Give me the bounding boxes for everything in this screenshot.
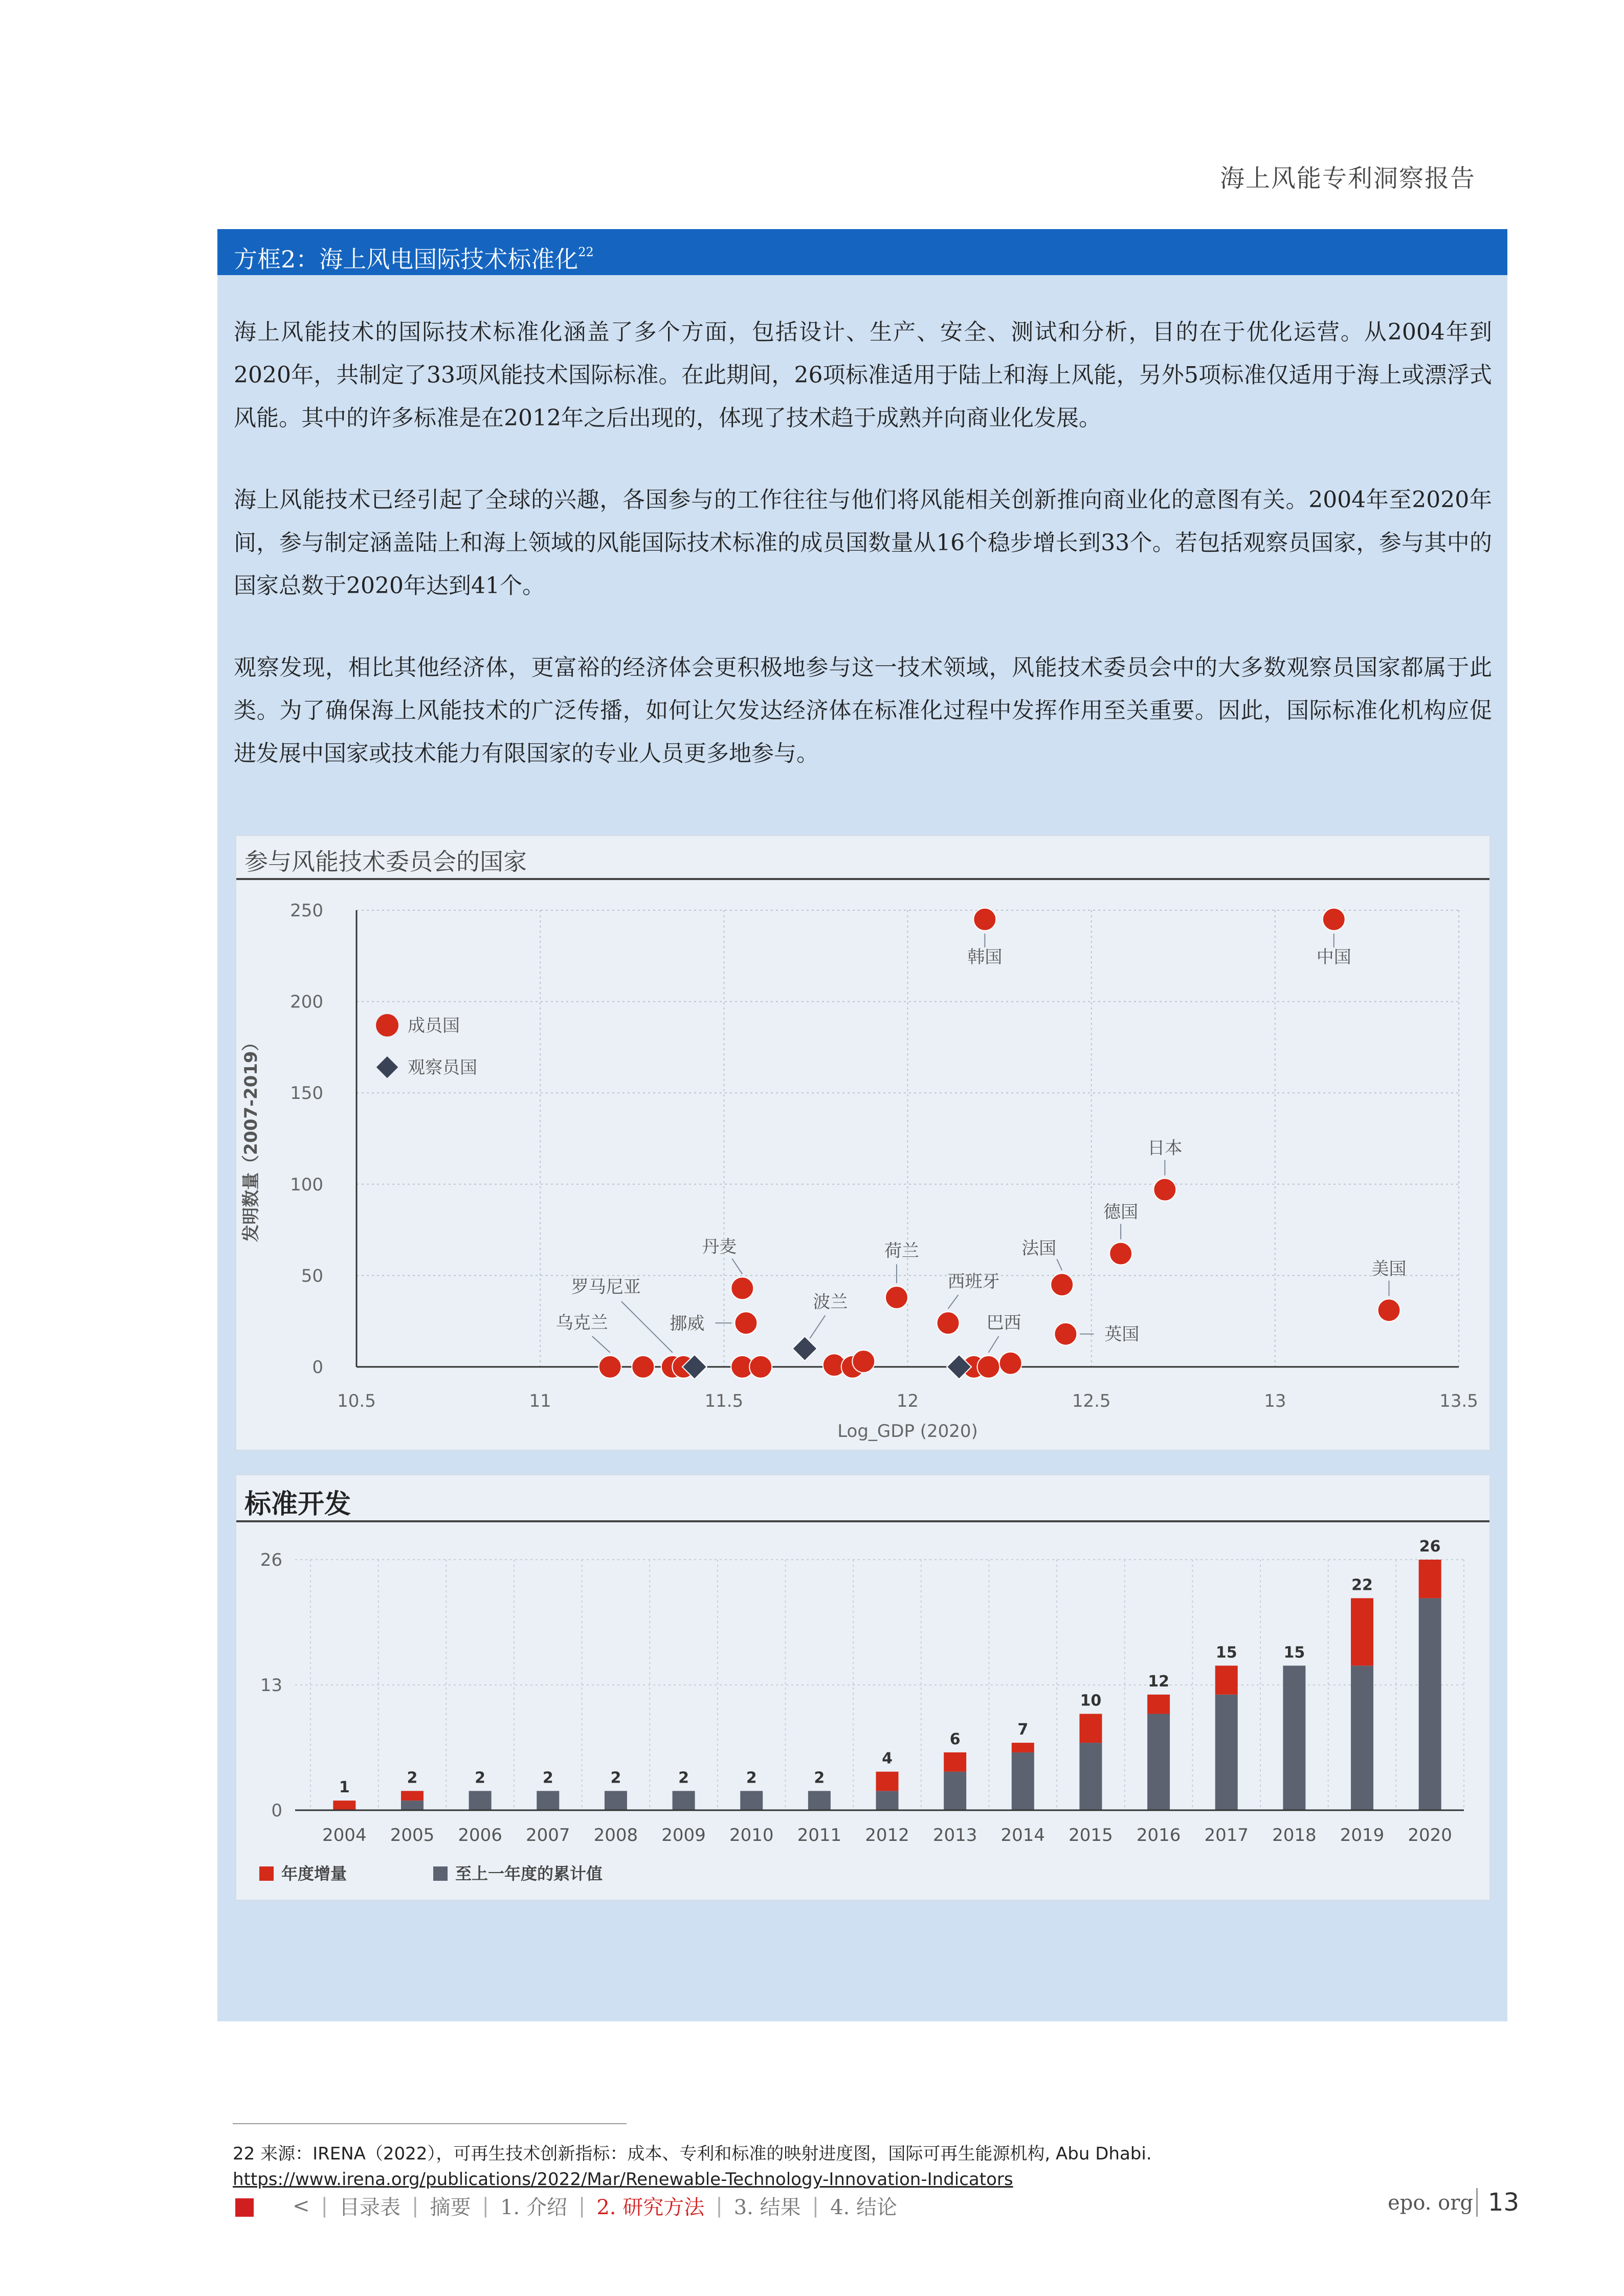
bar-cumulative [876,1791,899,1810]
paragraph-1: 海上风能技术的国际技术标准化涵盖了多个方面，包括设计、生产、安全、测试和分析，目的在于优化运营。从2004年到2020年，共制定了33项风能技术国际标准。在此期间，26项标准适用于陆上和海上风能，另外5项标准仅适用于海上或漂浮式风能。其中的许多标准是在2012年之后出现的，体现了技术趋于成熟并向商业化发展。 [234,319,1492,431]
bar-cumulative [944,1772,966,1810]
bar-increment [876,1772,899,1791]
bar-cumulative [740,1791,763,1810]
bar-total-label: 15 [1283,1644,1305,1662]
bar-increment [944,1752,966,1772]
y-tick-label: 200 [290,992,323,1012]
member-point [1051,1273,1073,1296]
paragraph-3: 观察发现，相比其他经济体，更富裕的经济体会更积极地参与这一技术领域，风能技术委员会中的大多数观察员国家都属于此类。为了确保海上风能技术的广泛传播，如何让欠发达经济体在标准化过程中发挥作用至关重要。因此，国际标准化机构应促进发展中国家或技术能力有限国家的专业人员更多地参与。 [234,655,1492,767]
nav-toc[interactable]: 目录表 [339,2196,401,2219]
annotation-france: 法国 [1021,1238,1057,1259]
bar-increment [333,1800,355,1810]
x-tick-label: 2014 [1000,1825,1045,1845]
member-point [1109,1243,1132,1265]
y-tick-label: 50 [301,1266,323,1287]
x-tick-label: 2016 [1136,1825,1181,1845]
bar-increment [1012,1743,1034,1752]
annotation-leader [732,1258,742,1274]
bar-cumulative [1215,1695,1238,1810]
legend-observer-label: 观察员国 [408,1057,477,1078]
x-axis-label: Log_GDP (2020) [837,1421,978,1442]
annotation-brazil: 巴西 [986,1313,1021,1333]
x-tick-label: 2010 [729,1825,774,1845]
annotation-netherlands: 荷兰 [884,1241,919,1262]
bar-total-label: 2 [678,1769,689,1787]
observer-point [792,1336,817,1361]
annotation-leader [948,1295,959,1309]
annotation-romania: 罗马尼亚 [571,1277,641,1297]
bar-total-label: 4 [882,1749,893,1768]
member-point [977,1356,1000,1378]
bar-cumulative [537,1791,559,1810]
nav-intro[interactable]: 1. 介绍 [500,2196,567,2219]
x-tick-label: 2009 [661,1825,706,1845]
legend-member-marker [376,1014,398,1037]
bar-cumulative [1079,1743,1102,1810]
legend-member-label: 成员国 [408,1016,460,1036]
x-tick-label: 2005 [390,1825,435,1845]
legend-observer-marker [376,1056,398,1078]
scatter-chart-card [235,835,1490,1451]
bar-total-label: 6 [949,1730,961,1748]
bar-cumulative [808,1791,831,1810]
bar-total-label: 2 [407,1769,418,1787]
x-tick-label: 12.5 [1072,1391,1111,1411]
bar-total-label: 1 [339,1779,350,1797]
x-tick-label: 13.5 [1439,1391,1478,1411]
nav-conclusion[interactable]: 4. 结论 [830,2196,897,2219]
y-axis-label: 发明数量（2007-2019） [241,1033,261,1242]
x-tick-label: 2012 [865,1825,909,1845]
annotation-leader [592,1336,610,1353]
legend-increment-marker [259,1866,274,1881]
running-header: 海上风能专利洞察报告 [1219,164,1476,193]
legend-cumulative-marker [433,1866,448,1881]
x-tick-label: 2006 [458,1825,502,1845]
member-point [1323,908,1345,931]
bar-cumulative [1147,1714,1170,1810]
bar-cumulative [401,1800,424,1810]
bar-total-label: 2 [746,1769,757,1787]
y-tick-label: 150 [290,1083,323,1104]
footnote-text: 22 来源：IRENA（2022），可再生技术创新指标：成本、专利和标准的映射进度图，国际可再生能源机构, Abu Dhabi. [233,2144,1152,2164]
bar-total-label: 7 [1017,1721,1029,1739]
scatter-chart-title: 参与风能技术委员会的国家 [244,848,527,875]
bar-cumulative [1351,1665,1373,1810]
footnote [233,2141,1152,2192]
bar-total-label: 26 [1419,1538,1441,1556]
member-point [937,1312,960,1334]
y-tick-label: 0 [312,1357,323,1378]
bar-total-label: 2 [610,1769,621,1787]
bar-increment [1215,1665,1238,1695]
member-point [1378,1299,1400,1321]
member-point [599,1356,621,1378]
y-tick-label: 0 [271,1800,282,1821]
bar-total-label: 2 [542,1769,553,1787]
x-tick-label: 2020 [1408,1825,1452,1845]
bar-chart-card [235,1474,1490,1901]
member-point [735,1312,757,1334]
x-tick-label: 11.5 [704,1391,744,1411]
member-point [852,1350,875,1372]
footnote-ref[interactable]: 22 [578,245,594,259]
annotation-uk: 英国 [1104,1324,1140,1345]
bar-chart-title: 标准开发 [244,1489,351,1520]
member-point [632,1356,654,1378]
paragraph-2: 海上风能技术已经引起了全球的兴趣，各国参与的工作往往与他们将风能相关创新推向商业化的意图有关。2004年至2020年间，参与制定涵盖陆上和海上领域的风能国际技术标准的成员国数量从16个稳步增长到33个。若包括观察员国家，参与其中的国家总数于2020年达到41个。 [234,487,1492,599]
bar-total-label: 12 [1148,1672,1169,1691]
x-tick-label: 2017 [1204,1825,1249,1845]
x-tick-label: 2011 [797,1825,842,1845]
x-tick-label: 2015 [1069,1825,1113,1845]
member-point [973,908,996,931]
bar-total-label: 2 [814,1769,825,1787]
annotation-poland: 波兰 [813,1292,848,1313]
x-tick-label: 2004 [322,1825,367,1845]
bar-increment [1419,1560,1441,1598]
bar-total-label: 10 [1080,1692,1102,1710]
annotation-leader [810,1315,825,1338]
nav-summary[interactable]: 摘要 [430,2196,471,2219]
annotation-leader [1057,1259,1062,1270]
x-tick-label: 13 [1264,1391,1286,1411]
bar-increment [401,1791,424,1800]
member-point [999,1352,1022,1375]
footnote-rule [233,2123,627,2124]
page-footer [235,2188,1519,2227]
scatter-chart [236,836,1489,1450]
member-point [1054,1323,1077,1345]
member-point [731,1277,753,1299]
y-tick-label: 26 [260,1550,282,1570]
nav-methods[interactable]: 2. 研究方法 [596,2196,705,2219]
x-tick-label: 2008 [593,1825,638,1845]
x-tick-label: 2007 [525,1825,570,1845]
bar-cumulative [469,1791,492,1810]
box-title [217,229,1507,275]
annotation-spain: 西班牙 [947,1271,1000,1292]
bar-increment [1079,1714,1102,1743]
legend-cumulative-label: 至上一年度的累计值 [455,1864,603,1883]
bar-total-label: 15 [1215,1644,1237,1662]
page-number: 13 [1476,2188,1519,2217]
x-tick-label: 11 [529,1391,551,1411]
footer-marker [235,2198,254,2217]
annotation-korea: 韩国 [967,947,1003,967]
bar-cumulative [673,1791,695,1810]
annotation-denmark: 丹麦 [702,1236,737,1257]
legend-increment-label: 年度增量 [281,1864,347,1883]
x-tick-label: 10.5 [337,1391,376,1411]
bar-cumulative [1419,1598,1441,1810]
annotation-leader [989,1336,999,1353]
x-tick-label: 2018 [1272,1825,1317,1845]
box-2 [217,229,1507,2021]
annotation-norway: 挪威 [670,1313,705,1334]
footer-nav: < | 目录表 | 摘要 | 1. 介绍 | 2. 研究方法 | 3. 结果 | 4. 结论 [281,2191,908,2220]
bar-cumulative [605,1791,627,1810]
y-tick-label: 100 [290,1174,323,1195]
nav-results[interactable]: 3. 结果 [733,2196,801,2219]
nav-back[interactable]: < [293,2194,310,2218]
y-tick-label: 13 [260,1675,282,1696]
bar-total-label: 2 [475,1769,486,1787]
annotation-usa: 美国 [1371,1258,1407,1279]
member-point [885,1286,908,1309]
annotation-leader [621,1301,673,1353]
bar-cumulative [1012,1752,1034,1810]
bar-chart [236,1475,1489,1900]
footnote-link[interactable]: https://www.irena.org/publications/2022/Mar/Renewable-Technology-Innovation-Indicators [233,2169,1013,2190]
bar-total-label: 22 [1351,1576,1373,1594]
annotation-ukraine: 乌克兰 [555,1313,608,1333]
bar-increment [1147,1695,1170,1714]
y-tick-label: 250 [290,901,323,921]
x-tick-label: 2013 [932,1825,977,1845]
bar-increment [1351,1598,1373,1665]
member-point [1153,1179,1176,1201]
bar-cumulative [1283,1665,1305,1810]
box-title-text: 方框2：海上风电国际技术标准化 [234,245,579,273]
x-tick-label: 2019 [1340,1825,1385,1845]
annotation-germany: 德国 [1103,1202,1139,1223]
x-tick-label: 12 [896,1391,919,1411]
site-link[interactable]: epo. org [1388,2191,1473,2215]
member-point [749,1356,772,1378]
annotation-china: 中国 [1316,947,1351,967]
annotation-japan: 日本 [1147,1138,1183,1159]
